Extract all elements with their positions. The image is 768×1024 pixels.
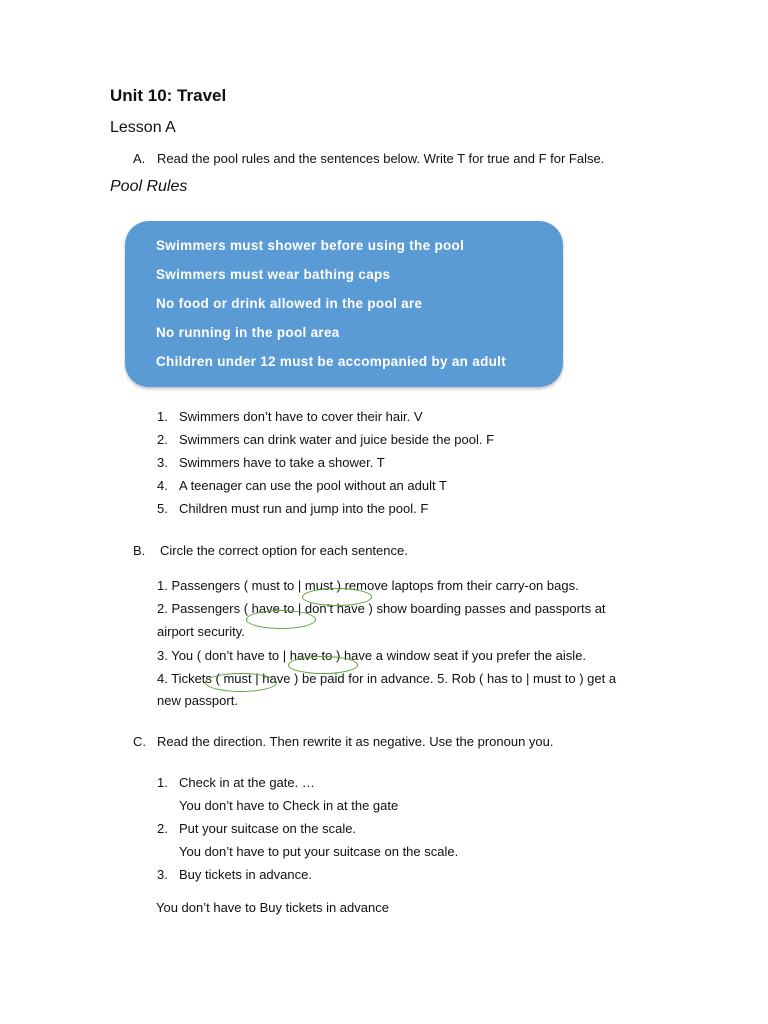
option-sentence: 4. Tickets ( must | have ) be paid for in advance. 5. Rob ( has to | must to ) get a bbox=[157, 671, 617, 686]
item-answer: You don’t have to Check in at the gate bbox=[179, 798, 399, 813]
item-direction: Put your suitcase on the scale. bbox=[179, 821, 357, 836]
statement-number: 2. bbox=[157, 432, 168, 447]
answer-circle-mark bbox=[302, 588, 372, 606]
option-sentence: 1. Passengers ( must to | must ) remove laptops from their carry-on bags. bbox=[157, 578, 579, 593]
pool-rule: No food or drink allowed in the pool are bbox=[156, 296, 423, 311]
lesson-title: Lesson A bbox=[110, 119, 176, 136]
pool-rules-title: Pool Rules bbox=[110, 178, 188, 195]
item-number: 3. bbox=[157, 867, 168, 882]
section-b-letter: B. bbox=[133, 543, 146, 558]
statement-number: 4. bbox=[157, 478, 168, 493]
section-a-instruction: Read the pool rules and the sentences below. Write T for true and F for False. bbox=[157, 151, 605, 166]
section-b-instruction: Circle the correct option for each sentence. bbox=[160, 543, 408, 558]
pool-rule: Children under 12 must be accompanied by an adult bbox=[156, 354, 507, 369]
answer-circle-mark bbox=[205, 673, 277, 692]
option-sentence: 2. Passengers ( have to | don’t have ) show boarding passes and passports at bbox=[157, 601, 606, 616]
item-number: 2. bbox=[157, 821, 168, 836]
pool-rule: Swimmers must shower before using the pool bbox=[156, 238, 465, 253]
item-direction: Buy tickets in advance. bbox=[179, 867, 312, 882]
answer-circle-mark bbox=[246, 610, 316, 629]
pool-rules-box bbox=[125, 221, 563, 387]
option-sentence: new passport. bbox=[157, 693, 238, 708]
item-number: 1. bbox=[157, 775, 168, 790]
statement-number: 3. bbox=[157, 455, 168, 470]
pool-rule: Swimmers must wear bathing caps bbox=[156, 267, 391, 282]
statement-text: A teenager can use the pool without an adult T bbox=[179, 478, 447, 493]
option-sentence: 3. You ( don’t have to | have to ) have a window seat if you prefer the aisle. bbox=[157, 648, 587, 663]
section-c-instruction: Read the direction. Then rewrite it as negative. Use the pronoun you. bbox=[157, 734, 554, 749]
item-direction: Check in at the gate. … bbox=[179, 775, 315, 790]
statement-text: Swimmers don’t have to cover their hair. V bbox=[179, 409, 423, 424]
item-answer: You don’t have to put your suitcase on the scale. bbox=[179, 844, 459, 859]
section-c-letter: C. bbox=[133, 734, 146, 749]
statement-text: Children must run and jump into the pool. F bbox=[179, 501, 429, 516]
option-sentence: airport security. bbox=[157, 624, 245, 639]
unit-title: Unit 10: Travel bbox=[110, 86, 227, 105]
item-answer: You don’t have to Buy tickets in advance bbox=[156, 900, 389, 915]
answer-circle-mark bbox=[288, 656, 358, 674]
statement-number: 5. bbox=[157, 501, 168, 516]
statement-text: Swimmers can drink water and juice beside the pool. F bbox=[179, 432, 495, 447]
pool-rule: No running in the pool area bbox=[156, 325, 340, 340]
statement-text: Swimmers have to take a shower. T bbox=[179, 455, 385, 470]
section-a-letter: A. bbox=[133, 151, 146, 166]
statement-number: 1. bbox=[157, 409, 168, 424]
